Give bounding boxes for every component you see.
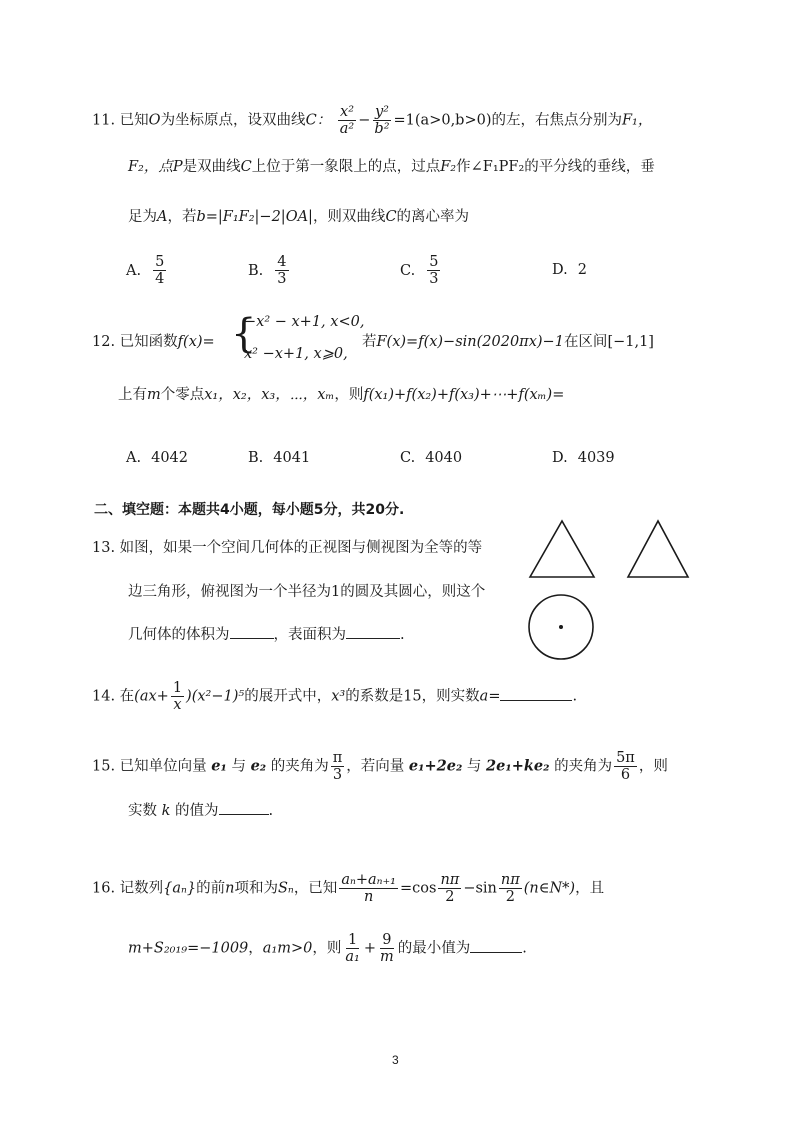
- fraction-denominator: n: [363, 889, 374, 905]
- q12-case1: [244, 311, 364, 333]
- q13-line3: [128, 624, 405, 646]
- var-c: C: [240, 159, 252, 175]
- fraction: [339, 872, 398, 905]
- q16-line1: [92, 872, 604, 905]
- text: .: [268, 803, 274, 819]
- text: 在区间: [563, 334, 608, 350]
- fraction: [171, 680, 184, 713]
- option-label: C.: [400, 450, 416, 466]
- q12-option-a[interactable]: [126, 450, 188, 466]
- text: 作∠F₁PF₂的平分线的垂线，垂: [456, 159, 655, 175]
- option-label: D.: [552, 450, 568, 466]
- text: 足为: [128, 209, 157, 225]
- fraction: [343, 932, 361, 965]
- function-F: F(x)=f(x)−sin(2020πx)−1: [376, 334, 564, 350]
- q13-line2: [128, 581, 485, 603]
- var-f2: F₂: [440, 159, 457, 175]
- interval: [−1,1]: [607, 334, 654, 350]
- text: 实数: [128, 803, 157, 819]
- fraction-numerator: 1: [348, 932, 358, 948]
- q12-line2: [118, 384, 564, 406]
- text: 上有: [118, 387, 147, 403]
- option-label: D.: [552, 262, 568, 278]
- fraction: [153, 254, 166, 287]
- left-brace: {: [231, 311, 257, 357]
- vector-expression: e₁+2e₂: [408, 757, 463, 775]
- text: 已知: [119, 112, 149, 129]
- text: 的展开式中，: [244, 688, 332, 705]
- option-value: 4041: [273, 450, 311, 466]
- option-value: 4039: [577, 450, 615, 466]
- fraction: [372, 104, 391, 137]
- section-heading: 二、填空题：本题共4小题，每小题5分，共20分.: [94, 502, 405, 518]
- option-value: 2: [577, 262, 587, 278]
- option-label: A.: [126, 262, 142, 279]
- var-n: n: [225, 880, 235, 897]
- q12-line1-pre: [92, 331, 215, 353]
- fraction-denominator: a²: [339, 121, 355, 137]
- fraction-denominator: 3: [429, 271, 439, 287]
- var-c: C：: [305, 112, 332, 129]
- fraction: [427, 254, 440, 287]
- answer-blank[interactable]: [230, 624, 274, 639]
- q12-option-d[interactable]: [552, 450, 615, 466]
- text: 的前: [196, 880, 226, 897]
- fraction: [499, 872, 522, 905]
- front-view-triangle: [530, 521, 594, 577]
- vector-e2: e₂: [250, 757, 267, 775]
- fraction-numerator: 5: [155, 254, 165, 270]
- fraction-numerator: 9: [382, 932, 392, 948]
- piecewise-case: x² −x+1, x⩾0,: [244, 346, 348, 362]
- plus: +: [363, 940, 377, 957]
- condition: b=|F₁F₂|−2|OA|: [196, 209, 313, 225]
- fraction-denominator: x: [173, 697, 182, 713]
- text: 上位于第一象限上的点，过点: [251, 159, 441, 175]
- q11-option-c[interactable]: [400, 254, 442, 287]
- fraction-numerator: 5: [429, 254, 439, 270]
- minus: −: [358, 112, 371, 129]
- fraction-numerator: π: [332, 750, 343, 766]
- equals-cos: =cos: [399, 880, 437, 897]
- text: 与: [466, 758, 482, 775]
- fraction-denominator: a₁: [345, 949, 360, 965]
- var-sn: Sₙ: [278, 880, 294, 897]
- text: 的值为: [175, 803, 219, 819]
- text: 的离心率为: [396, 209, 470, 225]
- option-value: 4042: [151, 450, 188, 466]
- equation: =1(a>0,b>0): [393, 112, 492, 129]
- answer-blank[interactable]: [219, 800, 269, 815]
- text: ，则双曲线: [312, 209, 386, 225]
- expression: (ax+: [134, 688, 169, 705]
- piecewise-case: −x² − x+1, x<0,: [244, 314, 365, 330]
- fraction: [378, 932, 396, 965]
- text: 在: [119, 688, 135, 705]
- text: 已知函数: [119, 334, 178, 350]
- expression: )(x²−1)⁵: [186, 688, 245, 705]
- text: 的夹角为: [270, 758, 329, 775]
- q11-option-d[interactable]: [552, 262, 587, 278]
- var-o: O: [148, 112, 161, 129]
- fraction-numerator: x²: [340, 104, 355, 120]
- var-a: a: [479, 688, 489, 705]
- fraction: [438, 872, 461, 905]
- text: 与: [231, 758, 246, 775]
- answer-blank[interactable]: [470, 938, 522, 953]
- fraction-denominator: 6: [620, 767, 631, 783]
- text: ，则: [312, 940, 342, 957]
- text: 的左，右焦点分别为: [491, 112, 622, 129]
- circle-center-dot: [559, 625, 563, 629]
- text: 为坐标原点，设双曲线: [160, 112, 306, 129]
- zeros: x₁，x₂，x₃，⋯，xₘ: [204, 387, 335, 403]
- equation: m+S₂₀₁₉=−1009: [128, 940, 249, 957]
- var-a: A: [157, 209, 168, 225]
- sequence: {aₙ}: [163, 880, 197, 897]
- text: 项和为: [234, 880, 278, 897]
- fraction-numerator: aₙ+aₙ₊₁: [341, 872, 396, 888]
- fraction-denominator: 4: [155, 271, 165, 287]
- q11-line2: [128, 156, 655, 178]
- inequality: a₁m>0: [262, 940, 313, 957]
- minus-sin: −sin: [463, 880, 497, 897]
- text: ，: [248, 940, 263, 957]
- condition: (n∈N*): [523, 880, 576, 897]
- text: 边三角形，俯视图为一个半径为1的圆及其圆心，则这个: [128, 584, 486, 600]
- three-view-figure: [520, 516, 700, 671]
- text: ，且: [575, 880, 605, 897]
- fraction-numerator: 1: [172, 680, 183, 696]
- fraction: [331, 750, 345, 783]
- question-number: 15.: [92, 758, 116, 775]
- option-label: C.: [400, 262, 416, 279]
- q12-option-b[interactable]: [248, 450, 310, 466]
- text: 记数列: [119, 880, 164, 897]
- option-value: 4040: [425, 450, 463, 466]
- answer-blank[interactable]: [500, 686, 572, 701]
- text: .: [522, 940, 527, 957]
- text: ，已知: [293, 880, 338, 897]
- text: ，若: [167, 209, 197, 225]
- var-k: k: [161, 803, 171, 819]
- q16-line2: [128, 932, 527, 965]
- q15-line1: [92, 750, 668, 783]
- text: 个零点: [160, 387, 205, 403]
- equals: =: [488, 688, 501, 705]
- fraction: [338, 104, 356, 137]
- fraction-numerator: nπ: [500, 872, 520, 888]
- answer-blank[interactable]: [346, 624, 400, 639]
- var-p: P: [172, 159, 183, 175]
- q12-case2: [244, 343, 348, 365]
- term: x³: [331, 688, 346, 705]
- q11-option-a[interactable]: [126, 254, 168, 287]
- text: 若: [362, 334, 377, 350]
- side-view-triangle: [628, 521, 688, 577]
- var-c: C: [385, 209, 397, 225]
- function-f: f(x)=: [177, 334, 215, 350]
- option-label: B.: [248, 450, 264, 466]
- question-number: 13.: [92, 540, 116, 556]
- fraction-denominator: 2: [505, 889, 515, 905]
- question-number: 14.: [92, 688, 116, 705]
- fraction-denominator: 3: [332, 767, 343, 783]
- fraction: [614, 750, 637, 783]
- text: 几何体的体积为: [128, 627, 230, 643]
- sum-expression: f(x₁)+f(x₂)+f(x₃)+⋯+f(xₘ)=: [363, 387, 565, 403]
- vector-expression: 2e₁+ke₂: [486, 757, 550, 775]
- text: 的最小值为: [397, 940, 471, 957]
- text: ，若向量: [346, 758, 405, 775]
- fraction-numerator: 5π: [616, 750, 635, 766]
- var-f1: F₁，: [622, 112, 653, 129]
- fraction-denominator: 3: [277, 271, 287, 287]
- text: 如图，如果一个空间几何体的正视图与侧视图为全等的等: [119, 540, 483, 556]
- option-label: A.: [126, 450, 142, 466]
- q12-option-c[interactable]: [400, 450, 462, 466]
- fraction-denominator: m: [380, 949, 394, 965]
- vector-e1: e₁: [211, 757, 227, 775]
- fraction-denominator: 2: [445, 889, 455, 905]
- text: ，则: [638, 758, 668, 775]
- question-number: 11.: [92, 112, 116, 129]
- page-number: 3: [392, 1053, 399, 1067]
- text: F₂，点: [128, 159, 173, 175]
- text: 的夹角为: [554, 758, 613, 775]
- q12-line1-post: [362, 331, 654, 353]
- text: 已知单位向量: [119, 758, 207, 775]
- fraction-numerator: 4: [277, 254, 287, 270]
- fraction-numerator: y²: [374, 104, 389, 120]
- text: 是双曲线: [182, 159, 241, 175]
- text: .: [572, 688, 578, 705]
- text: .: [400, 627, 405, 643]
- question-number: 12.: [92, 334, 116, 350]
- q14-line: [92, 680, 577, 713]
- text: ，则: [334, 387, 364, 403]
- text: ，表面积为: [273, 627, 346, 643]
- fraction-denominator: b²: [374, 121, 390, 137]
- q11-line1: [92, 104, 652, 137]
- option-label: B.: [248, 262, 264, 279]
- fraction-numerator: nπ: [440, 872, 460, 888]
- q11-line3: [128, 206, 469, 228]
- q11-option-b[interactable]: [248, 254, 291, 287]
- fraction: [275, 254, 288, 287]
- question-number: 16.: [92, 880, 116, 897]
- q13-line1: [92, 537, 482, 559]
- q15-line2: [128, 800, 273, 822]
- text: 的系数是15，则实数: [345, 688, 480, 705]
- var-m: m: [147, 387, 161, 403]
